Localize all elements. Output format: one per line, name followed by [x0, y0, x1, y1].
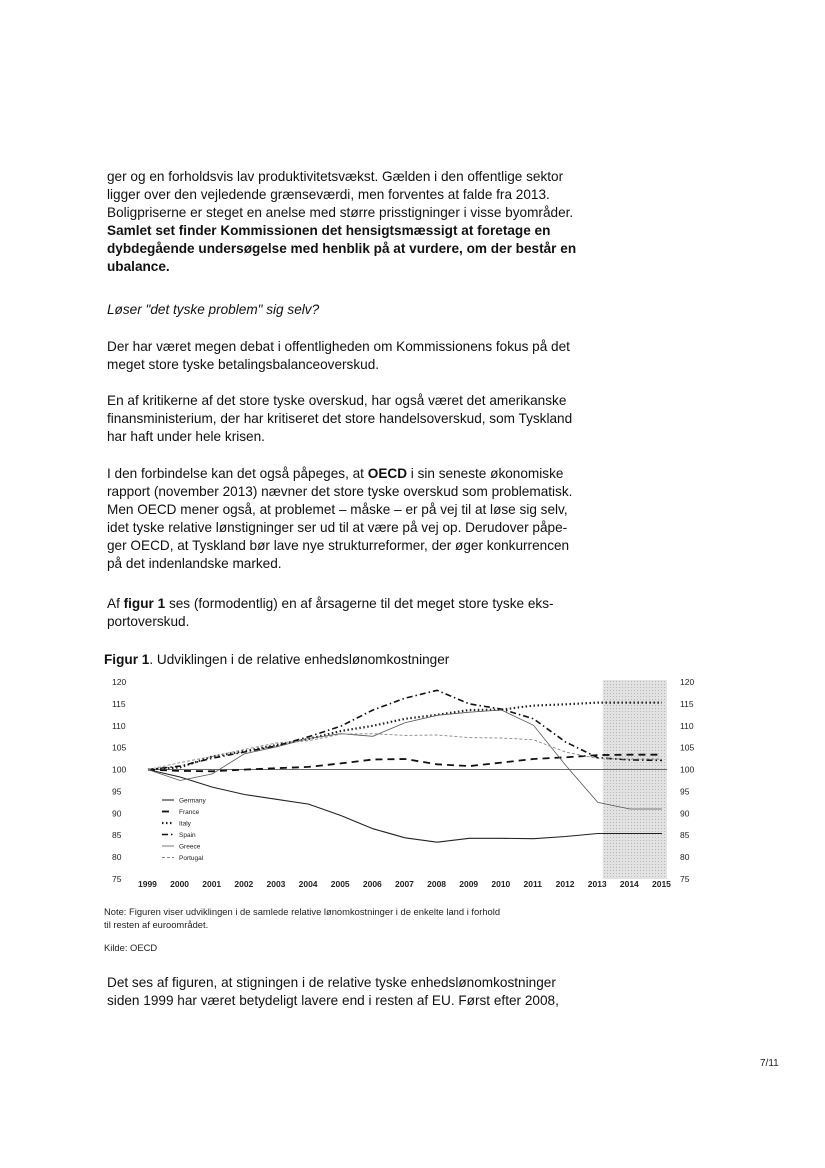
paragraph-debate [107, 338, 587, 374]
y-tick-label-left: 90 [112, 808, 122, 819]
paragraph-critics [107, 392, 587, 446]
text-line: portoverskud. [107, 614, 190, 629]
text-line: siden 1999 har været betydeligt lavere end i resten af EU. Først efter 2008, [107, 993, 559, 1008]
text-segment: ses (formodentlig) en af årsagerne til det meget store tyske eks- [165, 596, 554, 611]
text-line: ger og en forholdsvis lav produktivitetsvækst. Gælden i den offentlige sektor [107, 169, 564, 184]
figure-source: Kilde: OECD [104, 942, 158, 953]
legend-label-greece: Greece [179, 843, 201, 851]
legend-label-italy: Italy [179, 820, 191, 828]
y-tick-label-right: 95 [680, 786, 690, 797]
x-tick-label: 1999 [138, 879, 157, 889]
y-tick-label-left: 75 [112, 874, 122, 884]
x-tick-label: 2009 [459, 879, 479, 889]
x-tick-label: 2006 [362, 879, 382, 889]
text-segment: i sin seneste økonomiske [407, 466, 564, 481]
series-line-germany [148, 770, 662, 843]
note-line: til resten af euroområdet. [104, 919, 209, 930]
unit-labour-cost-chart [100, 672, 700, 897]
text-line: En af kritikerne af det store tyske overskud, har også været det amerikanske [107, 393, 567, 408]
y-tick-label-right: 75 [680, 874, 690, 884]
note-line: Note: Figuren viser udviklingen i de samlede relative lønomkostninger i de enkelte land i forhold [104, 906, 501, 917]
paragraph-imbalance-assessment [107, 168, 587, 276]
y-tick-label-right: 115 [680, 698, 694, 709]
text-segment-bold: OECD [367, 466, 408, 481]
y-tick-label-left: 85 [112, 830, 122, 841]
text-line: på det indenlandske marked. [107, 556, 282, 571]
y-tick-label-left: 110 [112, 720, 126, 731]
x-tick-label: 2014 [619, 879, 639, 889]
x-tick-label: 2011 [523, 879, 542, 889]
paragraph-conclusion [107, 974, 587, 1010]
text-line [107, 595, 587, 613]
text-line: Der har været megen debat i offentligheden om Kommissionens fokus på det [107, 339, 570, 354]
y-tick-label-right: 105 [680, 742, 695, 753]
figure-label: Figur 1 [104, 652, 150, 667]
text-line: Men OECD mener også, at problemet – måske – er på vej til at løse sig selv, [107, 502, 568, 517]
legend-label-spain: Spain [179, 832, 196, 839]
x-tick-label: 2007 [395, 879, 414, 889]
text-line: har haft under hele krisen. [107, 429, 265, 444]
y-tick-label-left: 100 [112, 764, 127, 775]
text-line-bold: dybdegående undersøgelse med henblik på at vurdere, om der består en [107, 241, 577, 256]
section-subheading [107, 301, 587, 319]
legend-label-portugal: Portugal [179, 855, 204, 862]
x-tick-label: 2012 [555, 879, 575, 889]
text-line: ligger over den vejledende grænseværdi, men forventes at falde fra 2013. [107, 187, 550, 202]
x-tick-label: 2002 [234, 879, 254, 889]
subheading-text: Løser "det tyske problem" sig selv? [107, 302, 320, 317]
paragraph-oecd [107, 465, 587, 573]
text-line-bold: ubalance. [107, 259, 170, 274]
text-segment-bold: figur 1 [123, 596, 166, 611]
text-line: ger OECD, at Tyskland bør lave nye strukturreformer, der øger konkurrencen [107, 538, 570, 553]
y-tick-label-left: 80 [112, 852, 122, 863]
legend-label-france: France [179, 809, 200, 816]
text-segment: I den forbindelse kan det også påpeges, at [107, 466, 368, 481]
x-tick-label: 2008 [427, 879, 447, 889]
text-line: meget store tyske betalingsbalanceoverskud. [107, 357, 380, 372]
text-line: rapport (november 2013) nævner det store tyske overskud som problematisk. [107, 484, 573, 499]
x-tick-label: 2013 [587, 879, 607, 889]
y-tick-label-right: 90 [680, 808, 690, 819]
legend-label-germany: Germany [179, 797, 206, 805]
text-line [107, 465, 587, 483]
series-line-france [148, 755, 662, 772]
paragraph-figure-reference [107, 595, 587, 631]
forecast-shaded-region [603, 680, 667, 879]
text-line: Boligpriserne er steget en anelse med større prisstigninger i visse byområder. [107, 205, 574, 220]
text-line: idet tyske relative lønstigninger ser ud til at være på vej op. Derudover påpe- [107, 520, 568, 535]
figure-note [104, 905, 604, 931]
figure-title [104, 652, 449, 667]
y-tick-label-right: 100 [680, 764, 695, 775]
y-tick-label-left: 115 [112, 698, 126, 709]
text-line: finansministerium, der har kritiseret det store handelsoverskud, som Tyskland [107, 411, 573, 426]
x-tick-label: 2003 [266, 879, 286, 889]
y-tick-label-left: 120 [112, 677, 127, 687]
x-tick-label: 2010 [491, 879, 511, 889]
y-tick-label-left: 95 [112, 786, 122, 797]
y-tick-label-right: 120 [680, 677, 695, 687]
figure-title-text: . Udviklingen i de relative enhedslønomkostninger [149, 652, 450, 667]
y-tick-label-left: 105 [112, 742, 127, 753]
x-tick-label: 2000 [170, 879, 190, 889]
x-tick-label: 2001 [202, 879, 222, 889]
text-line-bold: Samlet set finder Kommissionen det hensigtsmæssigt at foretage en [107, 223, 551, 238]
y-tick-label-right: 110 [680, 720, 694, 731]
page-number: 7/11 [760, 1058, 779, 1069]
y-tick-label-right: 80 [680, 852, 690, 863]
series-line-spain [148, 690, 662, 769]
y-tick-label-right: 85 [680, 830, 690, 841]
text-line: Det ses af figuren, at stigningen i de relative tyske enhedslønomkostninger [107, 975, 556, 990]
x-tick-label: 2015 [652, 879, 671, 889]
text-segment: Af [107, 596, 124, 611]
x-tick-label: 2005 [330, 879, 350, 889]
x-tick-label: 2004 [298, 879, 318, 889]
